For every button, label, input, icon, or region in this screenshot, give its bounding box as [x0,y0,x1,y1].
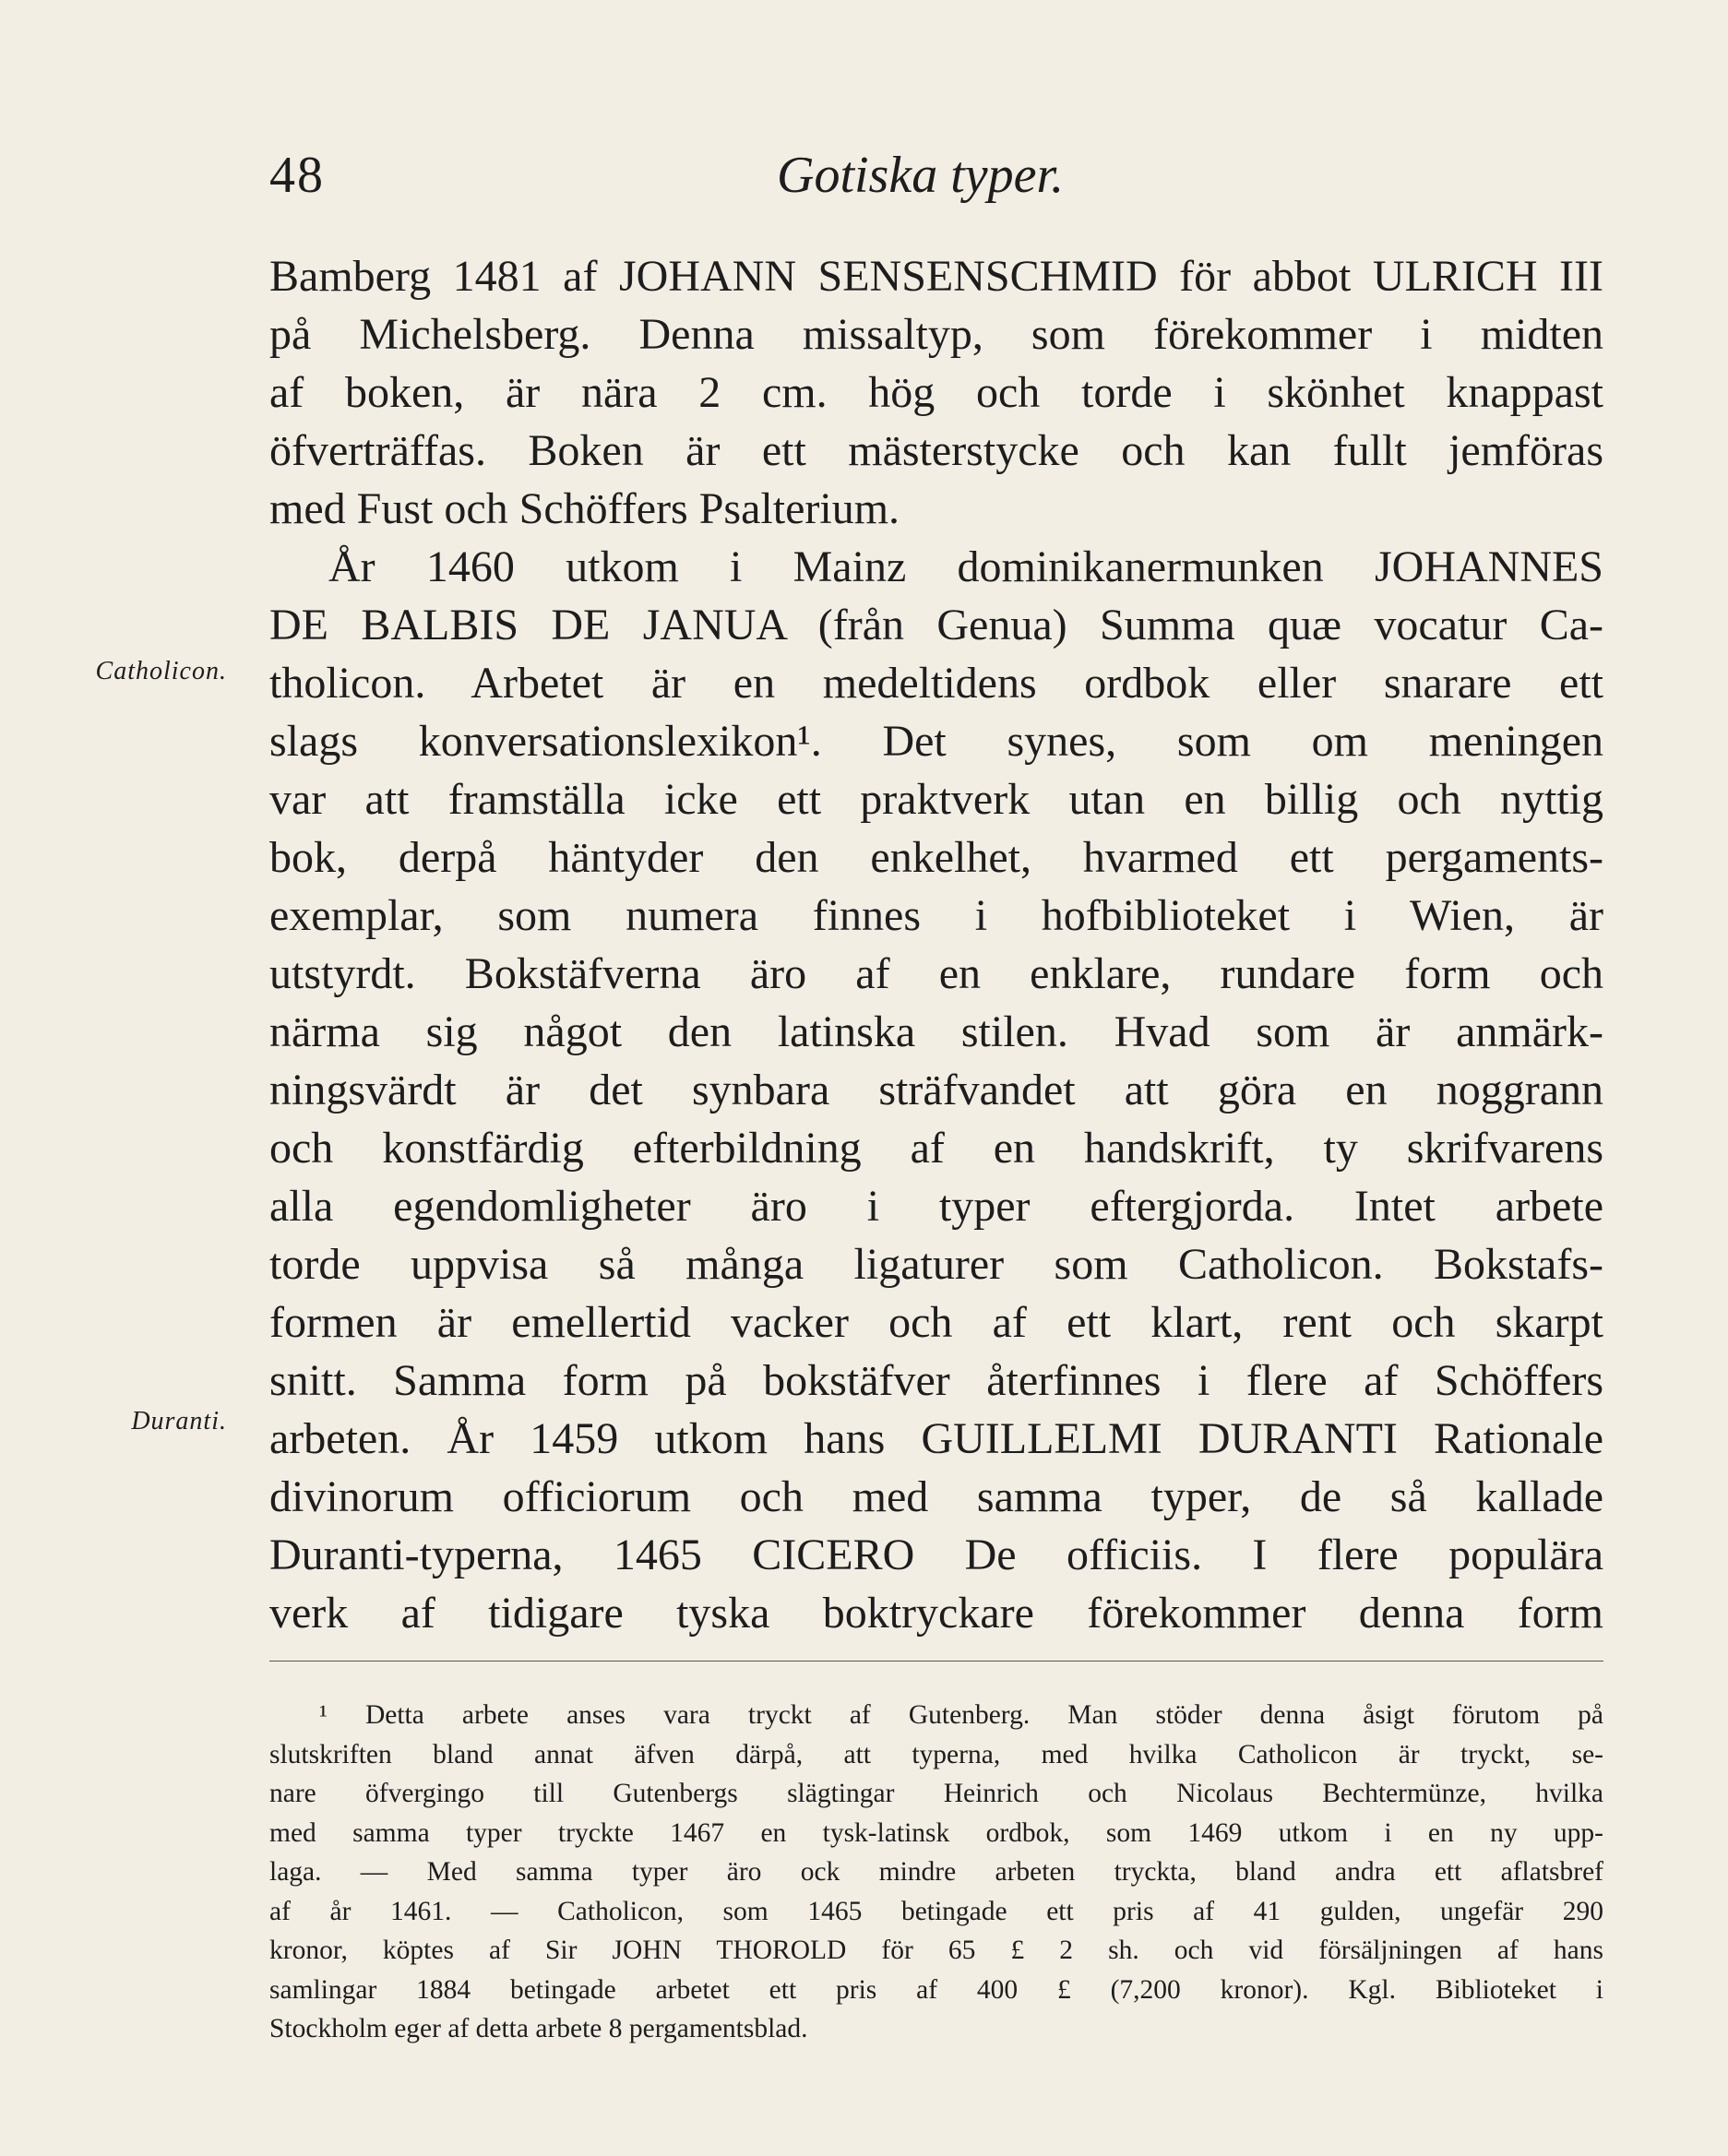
body-line: divinorum officiorum och med samma typer, de så kallade [269,1472,1603,1521]
footnote-line: ¹ Detta arbete anses vara tryckt af Gutenberg. Man stöder denna åsigt förutom på [319,1700,1603,1730]
margin-note-duranti: Duranti. [131,1407,227,1435]
page-header [269,138,1100,212]
footnote-line: Stockholm eger af detta arbete 8 pergamentsblad. [269,2014,808,2043]
body-line: utstyrdt. Bokstäfverna äro af en enklare, rundare form och [269,949,1603,998]
body-line: torde uppvisa så många ligaturer som Catholicon. Bokstafs- [269,1240,1603,1289]
footnote-line: slutskriften bland annat äfven därpå, att typerna, med hvilka Catholicon är tryckt, se- [269,1739,1603,1769]
body-line: formen är emellertid vacker och af ett klart, rent och skarpt [269,1298,1603,1347]
body-line: exemplar, som numera finnes i hofbiblioteket i Wien, är [269,891,1603,940]
footnote-line: laga. — Med samma typer äro ock mindre arbeten tryckta, bland andra ett aflatsbref [269,1857,1603,1887]
body-text [269,247,1603,1642]
body-line: närma sig något den latinska stilen. Hvad som är anmärk- [269,1007,1603,1056]
body-line: med Fust och Schöffers Psalterium. [269,484,900,533]
footnotes [269,1696,1603,2049]
body-line: och konstfärdig efterbildning af en handskrift, ty skrifvarens [269,1124,1603,1173]
body-line: af boken, är nära 2 cm. hög och torde i skönhet knappast [269,368,1603,417]
body-line: År 1460 utkom i Mainz dominikanermunken JOHANNES [328,542,1603,591]
margin-note-catholicon: Catholicon. [95,657,227,685]
body-line: alla egendomligheter äro i typer eftergjorda. Intet arbete [269,1182,1603,1231]
body-line: på Michelsberg. Denna missaltyp, som förekommer i midten [269,310,1603,359]
body-line: arbeten. År 1459 utkom hans GUILLELMI DURANTI Rationale [269,1414,1603,1463]
body-line: öfverträffas. Boken är ett mästerstycke och kan fullt jemföras [269,426,1603,475]
body-line: bok, derpå häntyder den enkelhet, hvarmed ett pergaments- [269,833,1603,882]
footnote-line: kronor, köptes af Sir JOHN THOROLD för 65 £ 2 sh. och vid försäljningen af hans [269,1936,1603,1965]
body-line: Bamberg 1481 af JOHANN SENSENSCHMID för abbot ULRICH III [269,252,1603,301]
body-line: var att framställa icke ett praktverk utan en billig och nyttig [269,775,1603,824]
running-title: Gotiska typer. [777,147,1065,204]
body-line: snitt. Samma form på bokstäfver återfinnes i flere af Schöffers [269,1356,1603,1405]
body-line: Duranti-typerna, 1465 CICERO De officiis. I flere populära [269,1531,1603,1579]
body-line: slags konversationslexikon¹. Det synes, som om meningen [269,717,1603,766]
page-number: 48 [269,147,325,204]
footnote-line: af år 1461. — Catholicon, som 1465 betingade ett pris af 41 gulden, ungefär 290 [269,1896,1603,1926]
body-line: tholicon. Arbetet är en medeltidens ordbok eller snarare ett [269,659,1603,708]
footnote-line: samlingar 1884 betingade arbetet ett pris af 400 £ (7,200 kronor). Kgl. Biblioteket i [269,1974,1603,2005]
footnote-line: nare öfvergingo till Gutenbergs slägtingar Heinrich och Nicolaus Bechtermünze, hvilka [269,1779,1603,1808]
footnote-line: med samma typer tryckte 1467 en tysk-latinsk ordbok, som 1469 utkom i en ny upp- [269,1817,1603,1848]
body-line: verk af tidigare tyska boktryckare förekommer denna form [269,1589,1603,1638]
body-line: DE BALBIS DE JANUA (från Genua) Summa quæ vocatur Ca- [269,601,1603,649]
footnote-rule [269,1661,1603,1662]
body-line: ningsvärdt är det synbara sträfvandet att göra en noggrann [269,1066,1603,1114]
